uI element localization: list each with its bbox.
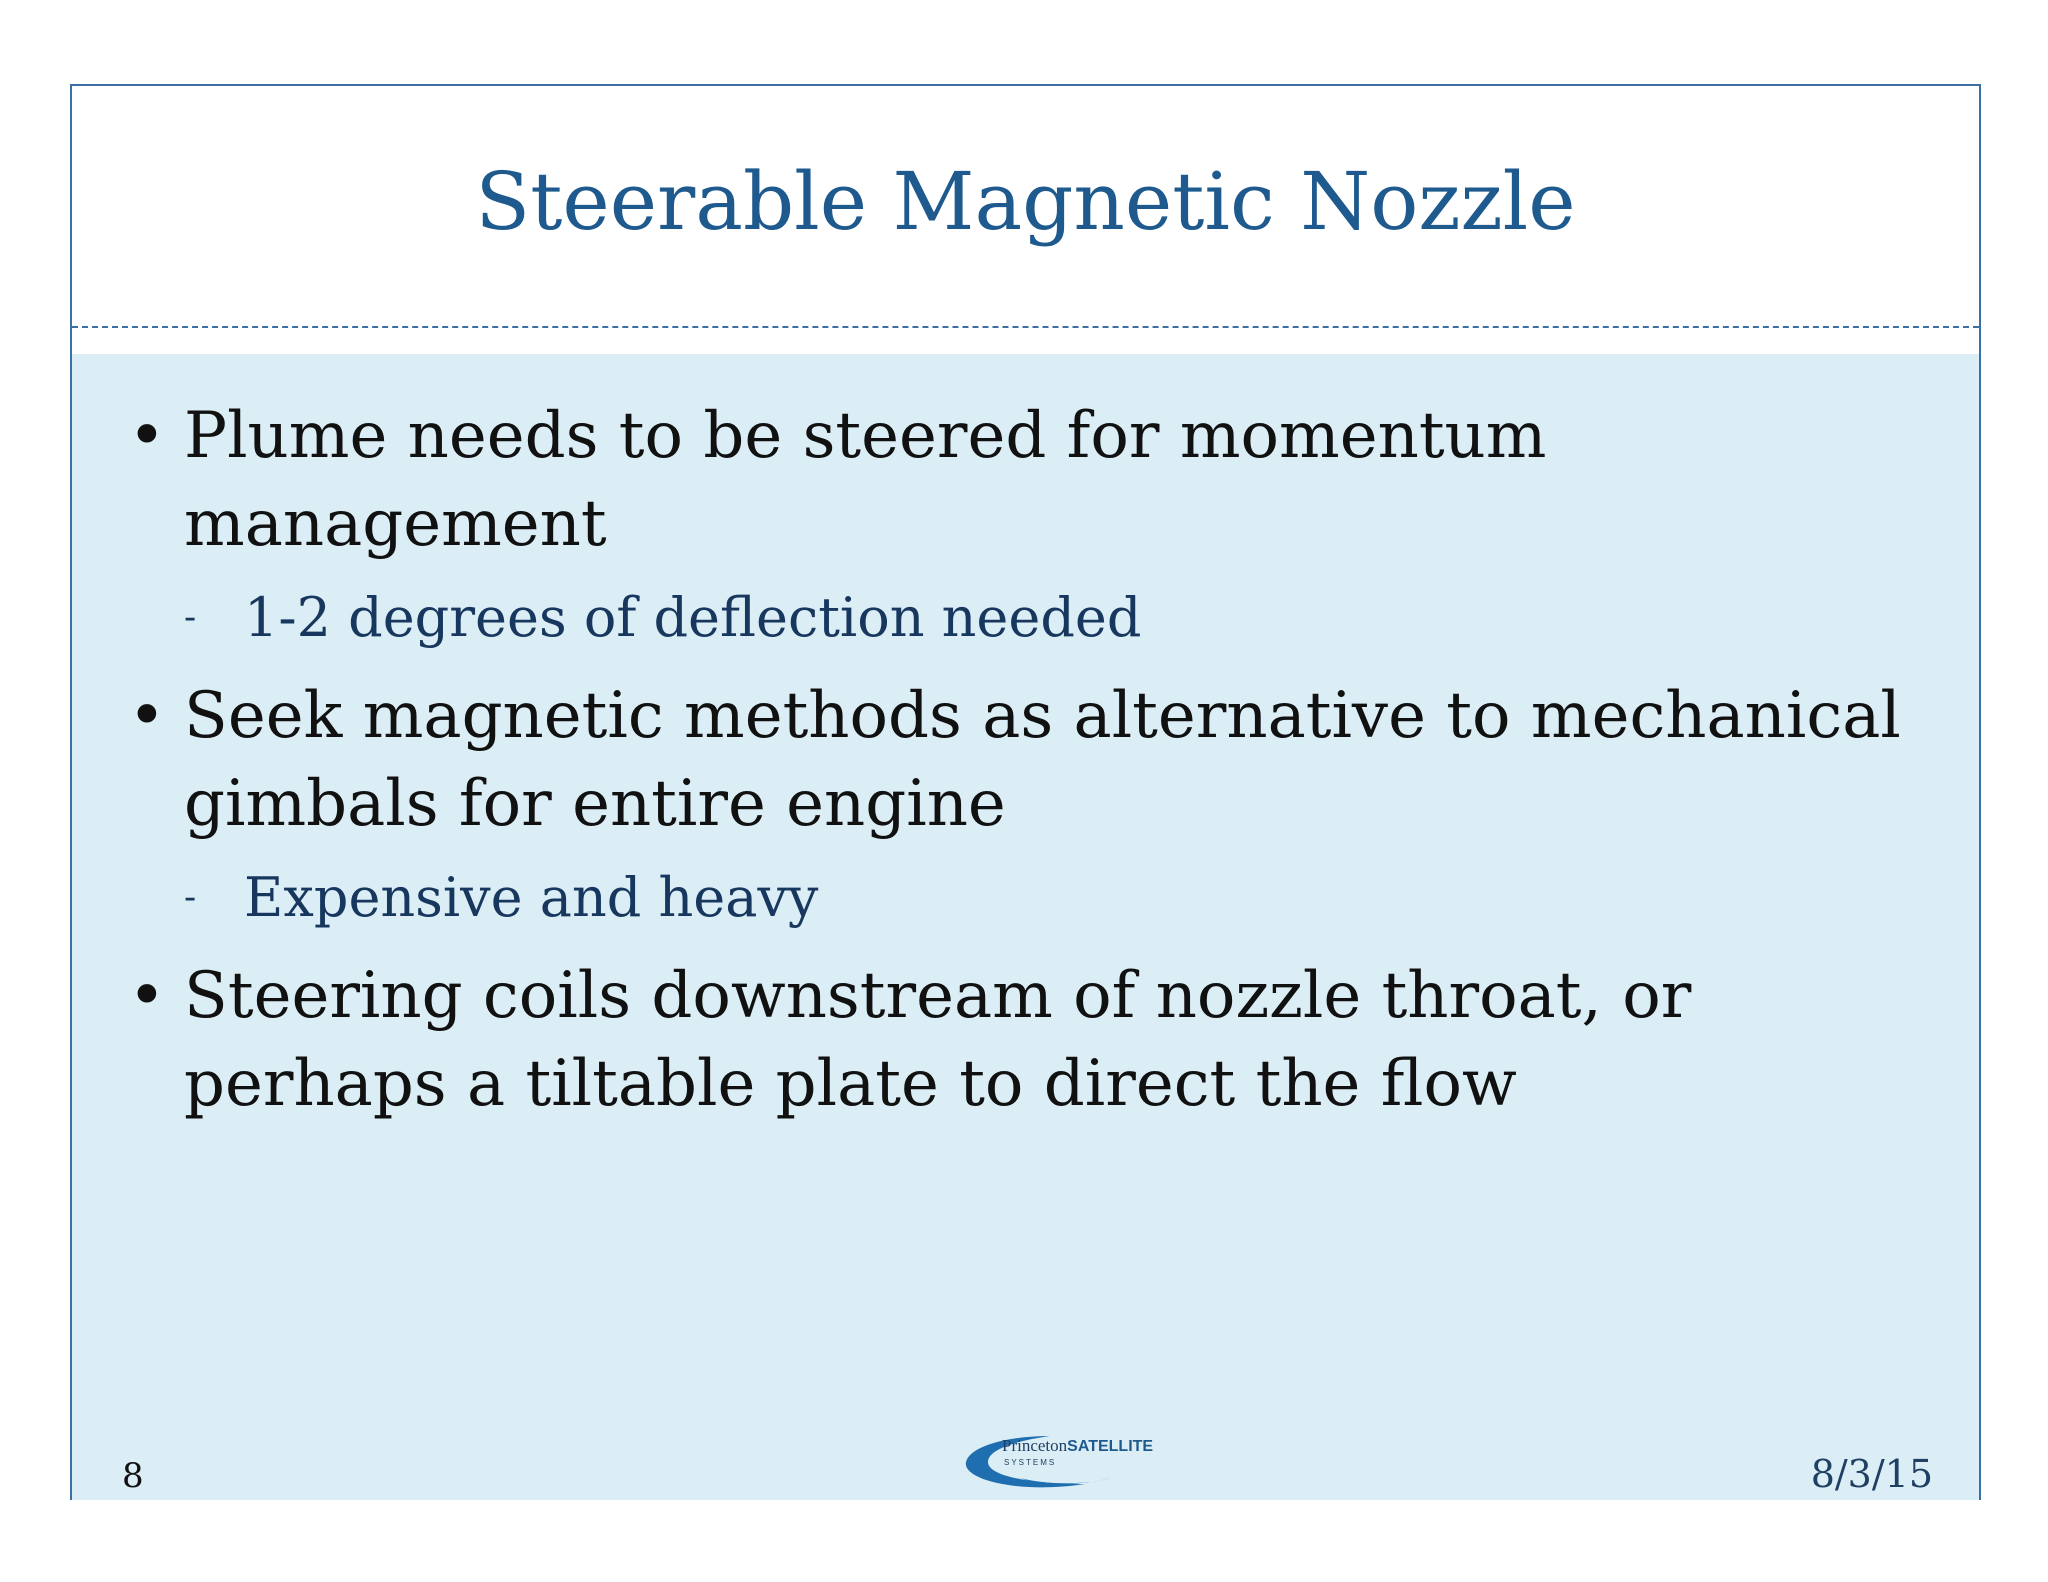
bullet-text: Seek magnetic methods as alternative to mechanical gimbals for entire engine xyxy=(184,679,1901,841)
bullet-text: Steering coils downstream of nozzle throat, or perhaps a tiltable plate to direct the flow xyxy=(184,959,1692,1121)
slide-title: Steerable Magnetic Nozzle xyxy=(475,155,1576,248)
content-area xyxy=(72,354,1979,1500)
bullet-icon: • xyxy=(128,959,166,1033)
slide-date: 8/3/15 xyxy=(1810,1452,1933,1496)
dash-icon: - xyxy=(184,597,197,638)
bullet-list xyxy=(128,392,1928,1128)
sub-item-text: 1-2 degrees of deflection needed xyxy=(244,586,1142,649)
title-area xyxy=(72,86,1979,326)
company-logo xyxy=(960,1432,1200,1492)
logo-subline: SYSTEMS xyxy=(1004,1458,1057,1467)
logo-wordmark xyxy=(1002,1436,1153,1456)
bullet-text: Plume needs to be steered for momentum management xyxy=(184,399,1547,561)
page-number: 8 xyxy=(122,1456,144,1496)
sub-item xyxy=(128,582,1928,654)
bullet-item xyxy=(128,952,1928,1128)
logo-name-regular: Princeton xyxy=(1002,1436,1068,1455)
title-divider xyxy=(72,326,1979,328)
logo-name-bold: SATELLITE xyxy=(1067,1438,1154,1455)
bullet-item xyxy=(128,392,1928,568)
dash-icon: - xyxy=(184,877,197,918)
sub-item xyxy=(128,862,1928,934)
sub-item-text: Expensive and heavy xyxy=(244,866,819,929)
bullet-icon: • xyxy=(128,679,166,753)
bullet-icon: • xyxy=(128,399,166,473)
bullet-item xyxy=(128,672,1928,848)
slide xyxy=(70,84,1981,1500)
